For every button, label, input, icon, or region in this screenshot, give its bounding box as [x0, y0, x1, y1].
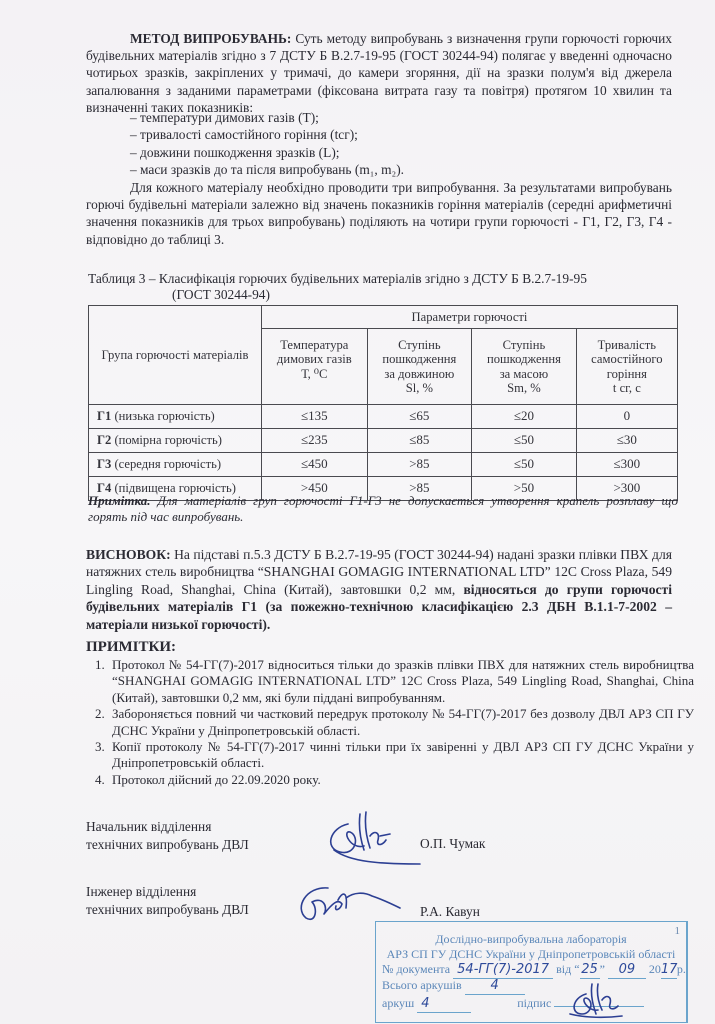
table-row	[89, 429, 678, 453]
note-item: 1. Протокол № 54-ГГ(7)-2017 відноситься тільки до зразків плівки ПВХ для натяжних стель виробництва “SHANGHAI GOMAGIG INTERNATIONAL LTD” 12C Cross Plaza, 549 Lingling Road, Shanghai, China (Китай), завтовшки 0,2 мм, які були піддані випробуванням.	[108, 657, 694, 706]
group-desc: (низька горючість)	[111, 409, 215, 424]
column-header-mass-damage	[472, 329, 577, 405]
temperature-cell: >450	[262, 477, 368, 501]
method-paragraph	[86, 30, 672, 116]
indicator-item: – довжини пошкодження зразків (L);	[130, 144, 340, 160]
conclusion-result: відносяться до групи горючості будівельних матеріалів Г1 (за пожежно-технічною класифікацією 2.3 ДБН В.1.1-7-2002 – матеріали низької горючості).	[86, 581, 672, 632]
stamp-sheet-value: 4	[417, 996, 471, 1013]
group-cell	[89, 429, 262, 453]
role-line: технічних випробувань ДВЛ	[86, 836, 249, 852]
length-damage-cell: >85	[367, 453, 472, 477]
classification-table	[88, 305, 678, 501]
indicator-item: – маси зразків до та після випробувань (m₁, m₂).	[130, 162, 405, 178]
stamp-total-sheets-row	[382, 978, 525, 995]
signatory-role-2	[86, 883, 249, 918]
stamp-year-suffix: 17	[660, 962, 678, 977]
method-text: Суть методу випробувань з визначення групи горючості горючих будівельних матеріалів згідно з 7 ДСТУ Б В.2.7-19-95 (ГОСТ 30244-94) полягає у введенні одночасно чотирьох зразків, закріплених у тримачі, до камери згоряння, дії на зразки полум'я від джерела запалювання з заданими параметрами (фіксована витрата газу та повітря) протягом 10 хвилин та визначенні таких показників:	[86, 31, 673, 115]
length-damage-cell: ≤85	[367, 429, 472, 453]
stamp-lab-org: АРЗ СП ГУ ДСНС України у Дніпропетровській області	[386, 947, 676, 961]
group-cell	[89, 405, 262, 429]
stamp-day-close: ”	[599, 962, 605, 976]
table-note-text: Для матеріалів груп горючості Г1-Г3 не допускається утворення крапель розплаву що горять під час випробувань.	[88, 493, 678, 524]
indicator-item: – температури димових газів (Т);	[130, 110, 319, 125]
group-code: Г3	[97, 457, 112, 472]
stamp-day: 25	[581, 962, 598, 977]
header-line	[264, 381, 365, 395]
stamp-year-end: р.	[676, 962, 686, 976]
stamp-month: 09	[608, 962, 646, 979]
stamp-sign-label: підпис	[517, 996, 552, 1010]
stamp-doc-label: № документа	[382, 962, 451, 976]
notes-title: ПРИМІТКИ:	[86, 639, 177, 655]
params-header: Параметри горючості	[262, 306, 678, 329]
method-heading: МЕТОД ВИПРОБУВАНЬ:	[130, 31, 292, 46]
header-line: Тривалість	[597, 337, 657, 352]
header-line: за довжиною	[384, 366, 455, 381]
mass-damage-cell: ≤50	[472, 453, 577, 477]
table-caption-line2: (ГОСТ 30244-94)	[172, 287, 270, 302]
role-line: Інженер відділення	[86, 884, 197, 899]
header-line: димових газів	[276, 352, 352, 367]
group-desc: (підвищена горючість)	[111, 481, 236, 496]
note-item: 3. Копії протоколу № 54-ГГ(7)-2017 чинні тільки при їх завіренні у ДВЛ АРЗ СП ГУ ДСНС України у Дніпропетровській області.	[108, 739, 694, 772]
header-line: t сг, с	[612, 381, 641, 395]
mass-damage-cell: >50	[472, 477, 577, 501]
table-caption-line1: Таблиця 3 – Класифікація горючих будівельних матеріалів згідно з ДСТУ Б В.2.7-19-95	[88, 271, 587, 286]
header-line: пошкодження	[486, 352, 561, 366]
table-note-label: Примітка.	[88, 493, 151, 508]
group-desc: (помірна горючість)	[111, 433, 222, 448]
temperature-cell: ≤135	[262, 405, 368, 429]
header-line: самостійного	[591, 352, 663, 366]
column-header-burning-duration	[576, 329, 677, 405]
header-line: Т, ⁰С	[301, 366, 328, 381]
stamp-sheet-label: аркуш	[382, 996, 415, 1010]
stamp-doc-value: 54-ГГ(7)-2017	[453, 962, 553, 979]
stamp-lab-name: Дослідно-випробувальна лабораторія	[435, 932, 627, 946]
burning-duration-cell: ≤300	[576, 453, 677, 477]
conclusion-heading: ВИСНОВОК:	[86, 547, 171, 562]
indicator-list	[130, 109, 670, 179]
signatory-role-1	[86, 818, 249, 853]
conclusion-paragraph	[86, 546, 672, 633]
stamp-page-number: 1	[674, 925, 680, 937]
burning-duration-cell: 0	[576, 405, 677, 429]
stamp-signature-icon	[566, 980, 626, 1020]
notes-list	[86, 657, 694, 788]
mass-damage-cell: ≤20	[472, 405, 577, 429]
group-code: Г4	[97, 481, 112, 496]
indicator-item: – тривалості самостійного горіння (tсг);	[130, 127, 358, 143]
mass-damage-cell: ≤50	[472, 429, 577, 453]
group-code: Г2	[97, 433, 112, 448]
group-header: Група горючості матеріалів	[89, 306, 262, 405]
role-line: технічних випробувань ДВЛ	[86, 901, 249, 917]
method-paragraph-2: Для кожного матеріалу необхідно проводити три випробування. За результатами випробувань горючі будівельні матеріали залежно від значень показників горіння матеріалів (середні арифметичні значення показників для трьох випробувань) поділяють на чотири групи горючості - Г1, Г2, Г3, Г4 - відповідно до таблиці 3.	[86, 180, 672, 247]
conclusion-text: На підставі п.5.3 ДСТУ Б В.2.7-19-95 (ГОСТ 30244-94) надані зразки плівки ПВХ для натяжних стель виробництва “SHANGHAI GOMAGIG INTERNATIONAL LTD” 12C Cross Plaza, 549 Lingling Road, Shanghai, China (Китай), завтовшки 0,2 мм,	[86, 547, 672, 597]
signature-chumak-icon	[320, 806, 430, 871]
column-header-length-damage	[367, 329, 472, 405]
header-line: Ступінь	[398, 337, 441, 352]
stamp-from-label: від “	[556, 962, 580, 976]
stamp-total-value: 4	[465, 978, 525, 995]
signatory-name-2: Р.А. Кавун	[420, 904, 480, 919]
header-line: Sm, %	[507, 381, 541, 395]
table-caption	[88, 271, 678, 303]
length-damage-cell: ≤65	[367, 405, 472, 429]
signatory-name-1: О.П. Чумак	[420, 836, 486, 851]
header-line: за масою	[499, 366, 549, 381]
header-line: Температура	[280, 337, 349, 352]
stamp-total-label: Всього аркушів	[382, 978, 462, 992]
burning-duration-cell: >300	[576, 477, 677, 501]
note-item: 4. Протокол дійсний до 22.09.2020 року.	[108, 772, 694, 788]
header-line: Sl, %	[405, 381, 434, 395]
header-line: горіння	[606, 366, 647, 381]
group-code: Г1	[97, 409, 112, 424]
group-desc: (середня горючість)	[111, 457, 222, 472]
lab-certification-stamp	[375, 921, 688, 1023]
table-row	[89, 453, 678, 477]
length-damage-cell: >85	[367, 477, 472, 501]
header-line: пошкодження	[382, 352, 457, 366]
header-line: Ступінь	[502, 337, 546, 352]
table-note	[88, 493, 678, 525]
stamp-document-row	[382, 962, 686, 979]
role-line: Начальник відділення	[86, 819, 212, 834]
temperature-cell: ≤450	[262, 453, 368, 477]
column-header-temperature	[262, 329, 368, 405]
stamp-year-prefix: 20	[648, 962, 661, 976]
temperature-cell: ≤235	[262, 429, 368, 453]
table-row	[89, 405, 678, 429]
group-cell	[89, 453, 262, 477]
burning-duration-cell: ≤30	[576, 429, 677, 453]
note-item: 2. Забороняється повний чи частковий передрук протоколу № 54-ГГ(7)-2017 без дозволу ДВЛ АРЗ СП ГУ ДСНС України у Дніпропетровській області.	[108, 706, 694, 739]
